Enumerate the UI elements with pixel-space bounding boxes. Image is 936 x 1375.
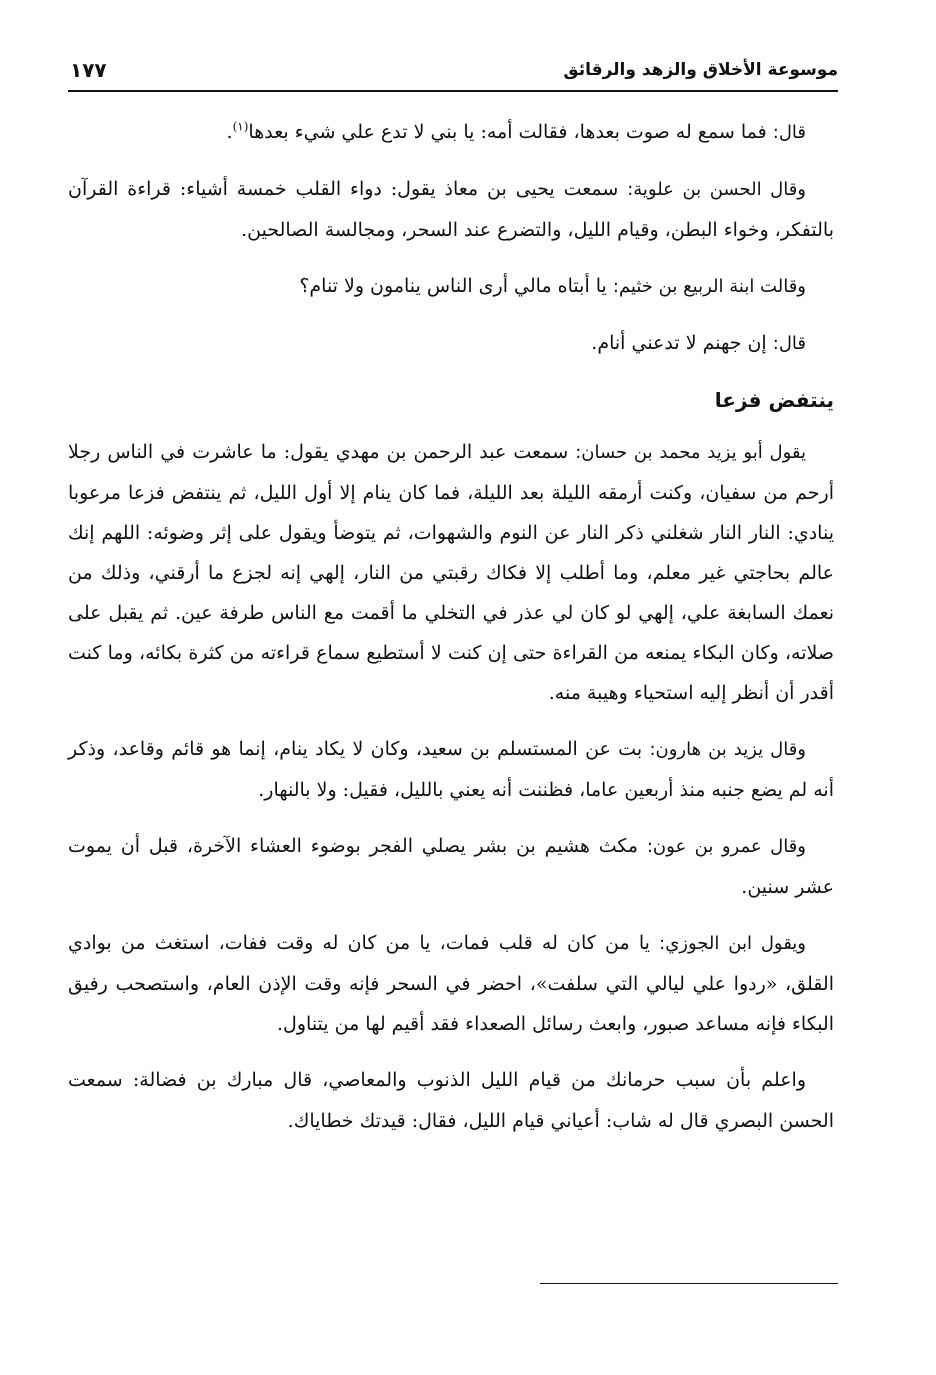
header-rule bbox=[68, 90, 838, 92]
paragraph-text: إن جهنم لا تدعني أنام. bbox=[591, 332, 773, 354]
paragraph-lead: وقالت ابنة الربيع بن خثيم: bbox=[612, 276, 806, 297]
paragraph-text: يا من كان له قلب فمات، يا من كان له وقت ففات، استغث من بوادي القلق، «ردوا علي ليالي التي سلفت»، احضر في السحر فإنه وقت الإذن العام، واستصحب رفيق البكاء فإنه مساعد صبور، وابعث رسائل الصعداء فقد أقيم لها من يتناول. bbox=[68, 932, 834, 1035]
paragraph-text: سمعت يحيى بن معاذ يقول: دواء القلب خمسة أشياء: قراءة القرآن بالتفكر، وخواء البطن، وقيام الليل، والتضرع عند السحر، ومجالسة الصالحين. bbox=[68, 178, 834, 241]
paragraph-lead: قال: bbox=[772, 333, 806, 354]
running-header bbox=[68, 56, 838, 96]
footnote-rule bbox=[540, 1283, 838, 1284]
paragraph-5 bbox=[68, 432, 834, 713]
paragraph-text: فما سمع له صوت بعدها، فقالت أمه: يا بني لا تدع علي شيء بعدها bbox=[248, 121, 773, 143]
paragraph-6 bbox=[68, 729, 834, 810]
paragraph-lead: ويقول ابن الجوزي: bbox=[659, 933, 806, 954]
paragraph-lead: وقال عمرو بن عون: bbox=[646, 836, 806, 857]
paragraph-lead: قال: bbox=[772, 122, 806, 143]
paragraph-1 bbox=[68, 112, 834, 153]
paragraph-text: واعلم بأن سبب حرمانك من قيام الليل الذنوب والمعاصي، قال مبارك بن فضالة: سمعت الحسن البصري قال له شاب: أعياني قيام الليل، فقال: قيدتك خطاياك. bbox=[68, 1069, 834, 1132]
paragraph-9 bbox=[68, 1060, 834, 1141]
page-number: ١٧٧ bbox=[70, 58, 107, 82]
paragraph-7 bbox=[68, 826, 834, 907]
paragraph-text: سمعت عبد الرحمن بن مهدي يقول: ما عاشرت في الناس رجلا أرحم من سفيان، وكنت أرمقه الليلة بعد الليلة، فما كان ينام إلا أول الليل، ثم ينتفض فزعا مرعوبا ينادي: النار النار شغلني ذكر النار عن النوم والشهوات، ثم يتوضأ ويقول على إثر وضوئه: اللهم إنك عالم بحاجتي غير معلم، وما أطلب إلا فكاك رقبتي من النار، إلهي إنه لجزع ما أرقني، وذلك من نعمك السابغة علي، إلهي لو كان لي عذر في التخلي ما أقمت مع الناس طرفة عين. ثم يقبل على صلاته، وكان البكاء يمنعه من القراءة حتى إن كنت لا أستطيع سماع قراءته من كثرة بكائه، وما كنت أقدر أن أنظر إليه استحياء وهيبة منه. bbox=[68, 441, 835, 704]
paragraph-lead: وقال الحسن بن علوية: bbox=[627, 179, 806, 200]
paragraph-lead: يقول أبو يزيد محمد بن حسان: bbox=[575, 442, 806, 463]
paragraph-3 bbox=[68, 266, 834, 307]
paragraph-2 bbox=[68, 169, 834, 250]
footnote-ref[interactable]: (١) bbox=[232, 119, 249, 134]
body-text bbox=[68, 112, 834, 1157]
paragraph-tail: . bbox=[226, 121, 233, 143]
paragraph-8 bbox=[68, 923, 834, 1044]
paragraph-lead: وقال يزيد بن هارون: bbox=[649, 739, 807, 760]
paragraph-4 bbox=[68, 323, 834, 364]
running-title: موسوعة الأخلاق والزهد والرقائق bbox=[563, 60, 838, 80]
paragraph-text: بت عن المستسلم بن سعيد، وكان لا يكاد ينام، إنما هو قائم وقاعد، وذكر أنه لم يضع جنبه منذ أربعين عاما، فظننت أنه يعني بالليل، فقيل: ولا بالنهار. bbox=[68, 738, 834, 801]
section-heading: ينتفض فزعا bbox=[714, 388, 834, 412]
paragraph-text: مكث هشيم بن بشر يصلي الفجر بوضوء العشاء الآخرة، قبل أن يموت عشر سنين. bbox=[68, 835, 834, 898]
paragraph-text: يا أبتاه مالي أرى الناس ينامون ولا تنام؟ bbox=[299, 275, 613, 297]
